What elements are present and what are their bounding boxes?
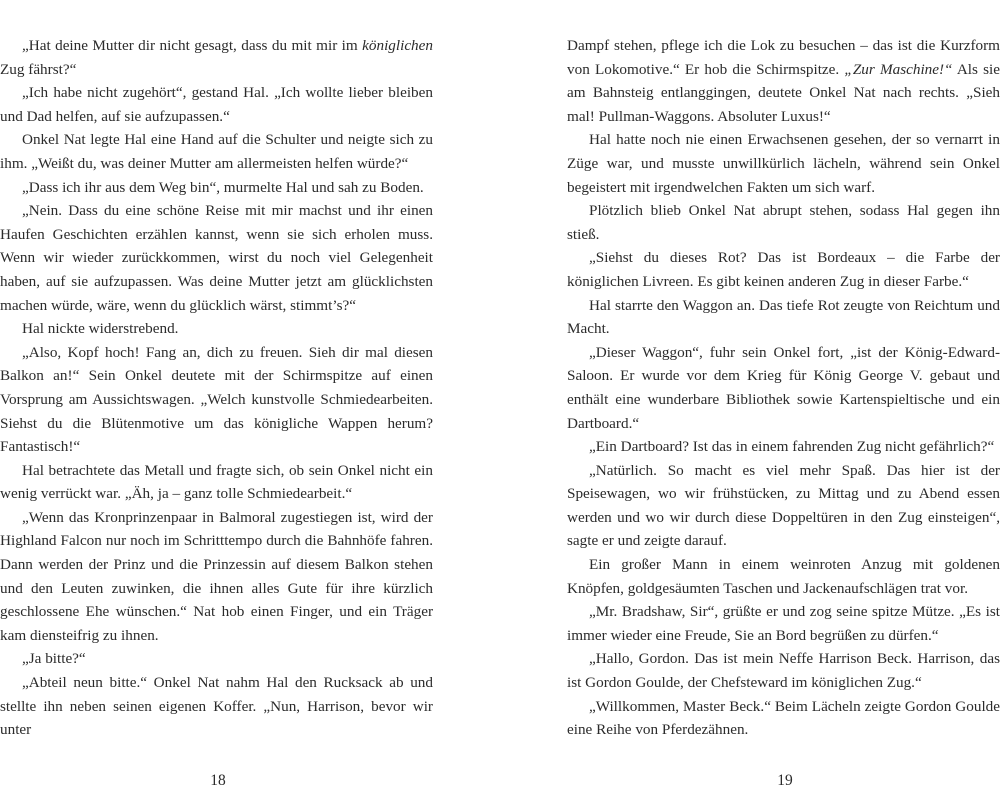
paragraph: Hal starrte den Waggon an. Das tiefe Rot zeugte von Reichtum und Macht.: [567, 296, 1000, 338]
paragraph: „Nein. Dass du eine schöne Reise mit mir machst und ihr einen Haufen Geschichten erzählen kannst, wenn sie sich erholen muss. Wenn wir wieder zurückkommen, wirst du noch viel Gelegenheit haben, auf sie aufzupassen. Was deine Mutter jetzt am glücklichsten machen würde, wäre, wenn du glücklich wärst, stimmt’s?“: [0, 202, 433, 314]
paragraph: „Ein Dartboard? Ist das in einem fahrenden Zug nicht gefährlich?“: [589, 438, 995, 456]
page-number: 19: [777, 772, 793, 789]
paragraph: „Dieser Waggon“, fuhr sein Onkel fort, „ist der König-Edward-Saloon. Er wurde vor dem Krieg für König George V. gebaut und enthält eine wunderbare Bibliothek sowie Kartenspieltische und ein Dartboard.“: [567, 343, 1000, 432]
paragraph: „Hallo, Gordon. Das ist mein Neffe Harrison Beck. Harrison, das ist Gordon Goulde, der Chefsteward im königlichen Zug.“: [567, 650, 1000, 692]
text-segment: Dampf stehen, pflege ich die Lok zu besuchen – das ist die Kurzform von Lokomotive.“ Er hob die Schirmspitze.: [567, 37, 1000, 78]
paragraph: „Ja bitte?“: [22, 650, 86, 668]
paragraph: „Willkommen, Master Beck.“ Beim Lächeln zeigte Gordon Goulde eine Reihe von Pferdezähnen.: [567, 697, 1000, 739]
paragraph: Hal betrachtete das Metall und fragte sich, ob sein Onkel nicht ein wenig verrückt war. „Äh, ja – ganz tolle Schmiedearbeit.“: [0, 461, 433, 503]
left-page: [0, 34, 433, 789]
paragraph: „Wenn das Kronprinzenpaar in Balmoral zugestiegen ist, wird der Highland Falcon nur noch im Schritttempo durch die Bahnhöfe fahren. Dann werden der Prinz und die Prinzessin auf diesem Balkon stehen und den Leuten zuwinken, die ihnen alles Gute für ihre kürzlich geschlossene Ehe wünschen.“ Nat hob einen Finger, und ein Träger kam diensteifrig zu ihnen.: [0, 508, 433, 644]
paragraph: „Natürlich. So macht es viel mehr Spaß. Das hier ist der Speisewagen, wo wir frühstücken, zu Mittag und zu Abend essen werden und wo wir durch diese Doppeltüren in den Zug einsteigen“, sagte er und zeigte darauf.: [567, 461, 1000, 550]
paragraph: „Dass ich ihr aus dem Weg bin“, murmelte Hal und sah zu Boden.: [22, 178, 424, 196]
left-page-text: [0, 34, 433, 742]
page-number: 18: [210, 772, 226, 789]
paragraph: „Also, Kopf hoch! Fang an, dich zu freuen. Sieh dir mal diesen Balkon an!“ Sein Onkel deutete mit der Schirmspitze auf einen Vorsprung am Aussichtswagen. „Welch kunstvolle Schmiedearbeiten. Siehst du die Blütenmotive um das königliche Wappen herum? Fantastisch!“: [0, 343, 433, 456]
paragraph: „Abteil neun bitte.“ Onkel Nat nahm Hal den Rucksack ab und stellte ihn neben seinen eigenen Koffer. „Nun, Harrison, bevor wir unter: [0, 674, 433, 739]
italic-text: königlichen: [362, 37, 433, 54]
paragraph: Ein großer Mann in einem weinroten Anzug mit goldenen Knöpfen, goldgesäumten Taschen und Jackenaufschlägen trat vor.: [567, 556, 1000, 597]
paragraph: „Siehst du dieses Rot? Das ist Bordeaux – die Farbe der königlichen Livreen. Es gibt keinen anderen Zug in dieser Farbe.“: [567, 249, 1000, 290]
paragraph: Hal nickte widerstrebend.: [22, 320, 179, 338]
right-page: [567, 34, 1000, 789]
text-segment: Zug fährst?“: [0, 60, 77, 78]
right-page-text: [567, 34, 1000, 742]
paragraph: [567, 34, 1000, 128]
text-segment: „Hat deine Mutter dir nicht gesagt, dass du mit mir im: [22, 37, 363, 54]
paragraph: [0, 34, 433, 81]
text-segment: Als sie am Bahnsteig entlanggingen, deutete Onkel Nat nach rechts. „Sieh mal! Pullman-Waggons. Absoluter Luxus!“: [567, 60, 1000, 125]
paragraph: Hal hatte noch nie einen Erwachsenen gesehen, der so vernarrt in Züge war, und musste unwillkürlich lächeln, während sein Onkel begeistert mit irgendwelchen Fakten um sich warf.: [567, 131, 1000, 196]
paragraph: Onkel Nat legte Hal eine Hand auf die Schulter und neigte sich zu ihm. „Weißt du, was deiner Mutter am allermeisten helfen würde?“: [0, 131, 433, 172]
paragraph: Plötzlich blieb Onkel Nat abrupt stehen, sodass Hal gegen ihn stieß.: [567, 202, 1000, 243]
italic-text: „Zur Maschine!“: [844, 60, 953, 78]
paragraph: „Mr. Bradshaw, Sir“, grüßte er und zog seine spitze Mütze. „Es ist immer wieder eine Freude, Sie an Bord begrüßen zu dürfen.“: [567, 603, 1000, 644]
paragraph: „Ich habe nicht zugehört“, gestand Hal. „Ich wollte lieber bleiben und Dad helfen, auf sie aufzupassen.“: [0, 84, 433, 125]
